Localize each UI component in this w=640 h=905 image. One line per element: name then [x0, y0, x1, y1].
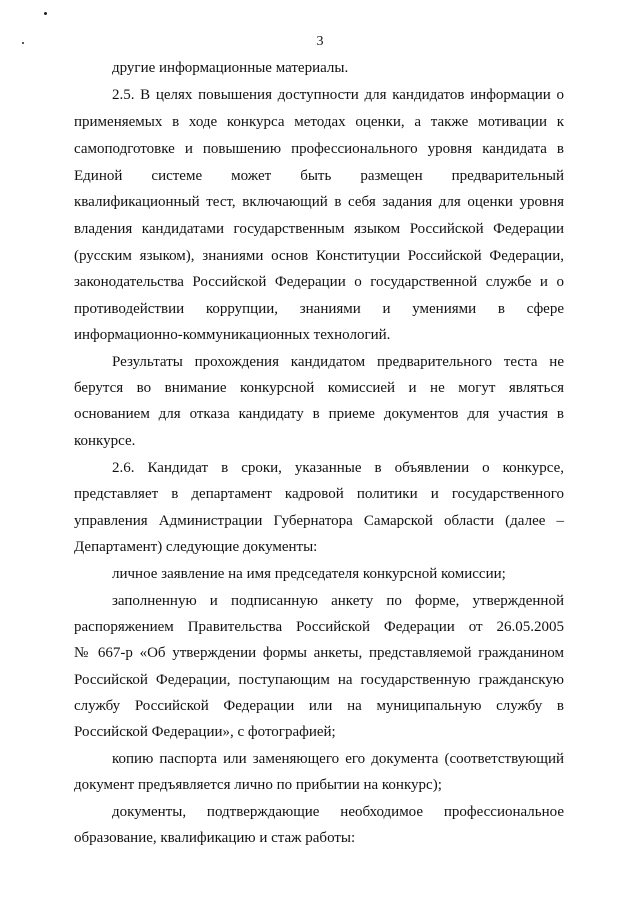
list-item: личное заявление на имя председателя конкурсной комиссии;	[112, 566, 506, 582]
text-line: основанием для отказа кандидату в приеме документов для участия в	[74, 406, 564, 422]
text-line: применяемых в ходе конкурса методах оценки, а также мотивации к	[74, 114, 564, 130]
text-line: конкурсе.	[74, 433, 136, 449]
text-line: владения кандидатами государственным языком Российской Федерации	[74, 221, 564, 237]
text-line: образование, квалификацию и стаж работы:	[74, 830, 356, 846]
text-line: представляет в департамент кадровой политики и государственного	[74, 486, 564, 502]
text-line: (русским языком), знаниями основ Конституции Российской Федерации,	[74, 248, 564, 264]
text-line: службу Российской Федерации или на муниципальную службу в	[74, 698, 564, 714]
text-line: Российской Федерации», с фотографией;	[74, 724, 336, 740]
text-line: Департамент) следующие документы:	[74, 539, 318, 555]
text-line: документ предъявляется лично по прибытии на конкурс);	[74, 777, 442, 793]
text-line: квалификационный тест, включающий в себя задания для оценки уровня	[74, 194, 564, 210]
text-line: № 667-р «Об утверждении формы анкеты, представляемой гражданином	[74, 645, 564, 661]
text-line: берутся во внимание конкурсной комиссией и не могут являться	[74, 380, 564, 396]
scan-speck	[22, 42, 24, 44]
text-line: распоряжением Правительства Российской Федерации от 26.05.2005	[74, 619, 564, 635]
text-line: законодательства Российской Федерации о государственной службе и о	[74, 274, 564, 290]
text-line: Единой системе может быть размещен предварительный	[74, 168, 564, 184]
scan-speck	[44, 12, 47, 15]
text-line: управления Администрации Губернатора Самарской области (далее –	[74, 513, 564, 529]
text-line: Российской Федерации, поступающим на государственную гражданскую	[74, 672, 564, 688]
text-line: самоподготовке и повышению профессионального уровня кандидата в	[74, 141, 564, 157]
paragraph-first-line: 2.6. Кандидат в сроки, указанные в объявлении о конкурсе,	[112, 460, 564, 476]
paragraph-first-line: Результаты прохождения кандидатом предварительного теста не	[112, 354, 564, 370]
page-number: 3	[316, 34, 324, 49]
paragraph-first-line: 2.5. В целях повышения доступности для кандидатов информации о	[112, 87, 564, 103]
text-line: другие информационные материалы.	[112, 60, 349, 76]
list-item: документы, подтверждающие необходимое профессиональное	[112, 804, 564, 820]
text-line: противодействии коррупции, знаниями и умениями в сфере	[74, 301, 564, 317]
list-item: копию паспорта или заменяющего его документа (соответствующий	[112, 751, 564, 767]
list-item: заполненную и подписанную анкету по форме, утвержденной	[112, 593, 564, 609]
text-line: информационно-коммуникационных технологий.	[74, 327, 391, 343]
